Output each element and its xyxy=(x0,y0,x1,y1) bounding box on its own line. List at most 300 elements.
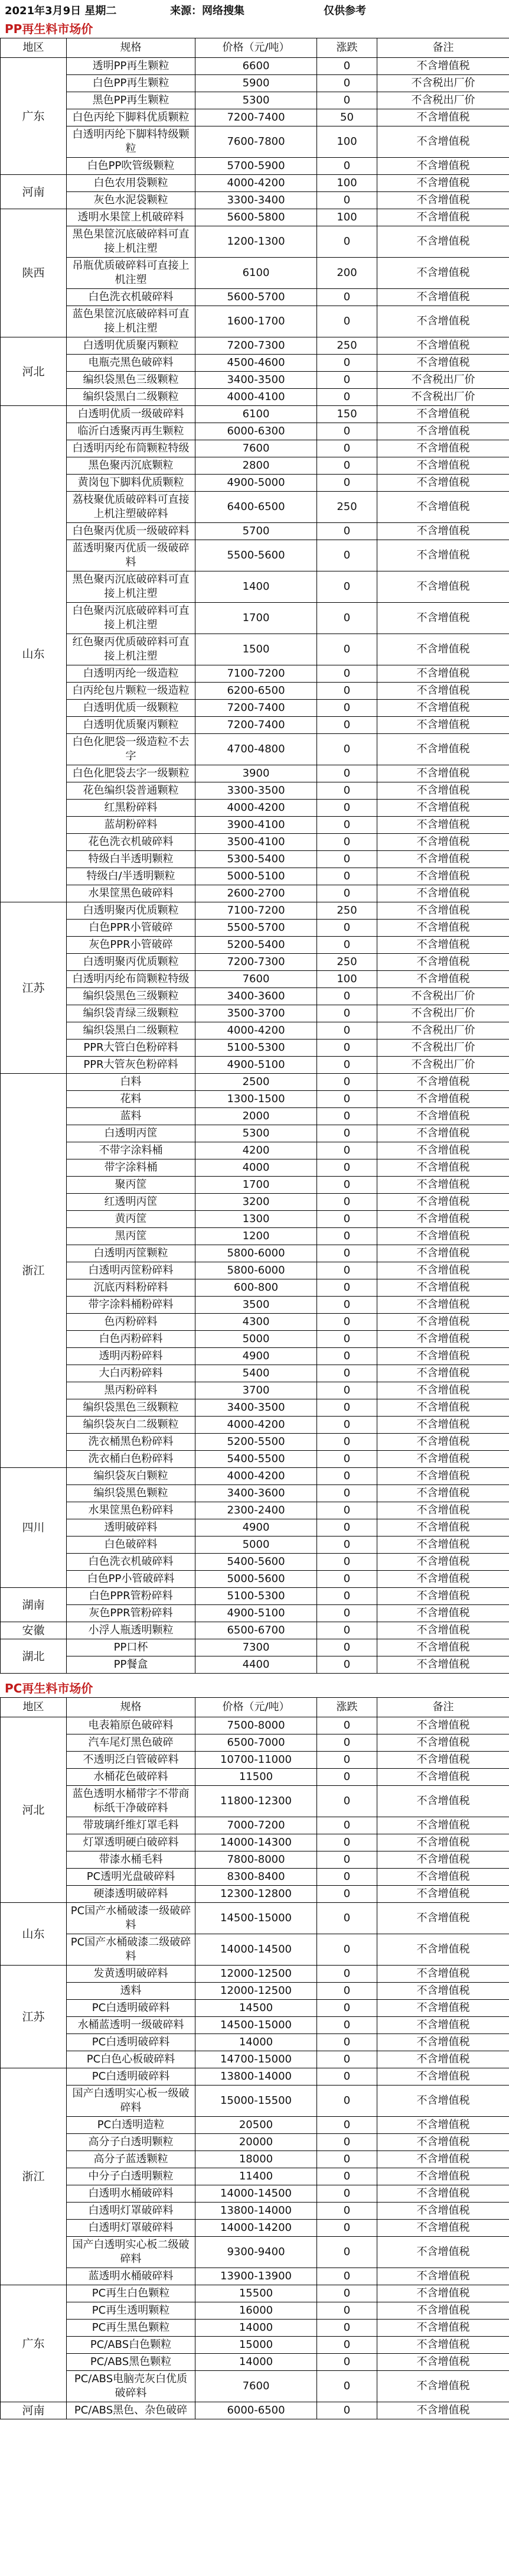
spec-cell: 透明丙粉碎料 xyxy=(67,1348,195,1365)
change-cell: 0 xyxy=(317,1005,377,1022)
note-cell: 不含增值税 xyxy=(377,1365,509,1382)
note-cell: 不含增值税 xyxy=(377,1519,509,1536)
price-cell: 5200-5400 xyxy=(195,937,317,954)
change-cell: 0 xyxy=(317,2203,377,2220)
table-row xyxy=(1,306,509,337)
note-cell: 不含增值税 xyxy=(377,1314,509,1331)
change-cell: 0 xyxy=(317,1869,377,1886)
table-row xyxy=(1,1057,509,1074)
change-cell: 0 xyxy=(317,782,377,800)
change-cell: 0 xyxy=(317,1769,377,1786)
note-cell: 不含增值税 xyxy=(377,2220,509,2237)
note-cell: 不含增值税 xyxy=(377,1983,509,2000)
note-cell: 不含增值税 xyxy=(377,1177,509,1194)
table-row xyxy=(1,2285,509,2302)
note-cell: 不含增值税 xyxy=(377,1211,509,1228)
table-row xyxy=(1,1588,509,1605)
table-row xyxy=(1,289,509,306)
table-row xyxy=(1,665,509,683)
price-cell: 6100 xyxy=(195,406,317,423)
table-row xyxy=(1,523,509,540)
price-cell: 2600-2700 xyxy=(195,885,317,902)
spec-cell: 汽车尾灯黑色破碎 xyxy=(67,1734,195,1752)
table-row xyxy=(1,1245,509,1262)
change-cell: 250 xyxy=(317,954,377,971)
note-cell: 不含税出厂价 xyxy=(377,92,509,109)
spec-cell: PC再生黑色颗粒 xyxy=(67,2320,195,2337)
note-cell: 不含增值税 xyxy=(377,2185,509,2203)
spec-cell: PC白透明破碎料 xyxy=(67,2000,195,2017)
note-cell: 不含增值税 xyxy=(377,1194,509,1211)
price-cell: 1200 xyxy=(195,1228,317,1245)
price-cell: 5500-5700 xyxy=(195,920,317,937)
price-cell: 2300-2400 xyxy=(195,1502,317,1519)
spec-cell: 白色PP再生颗粒 xyxy=(67,75,195,92)
price-cell: 1300 xyxy=(195,1211,317,1228)
price-cell: 3700 xyxy=(195,1382,317,1399)
spec-cell: 编织袋灰白颗粒 xyxy=(67,1468,195,1485)
note-cell: 不含增值税 xyxy=(377,258,509,289)
table-row xyxy=(1,2068,509,2086)
note-cell: 不含增值税 xyxy=(377,440,509,457)
spec-cell: 水桶花色破碎料 xyxy=(67,1769,195,1786)
spec-cell: 电表箱原色破碎料 xyxy=(67,1717,195,1734)
price-cell: 3500-3700 xyxy=(195,1005,317,1022)
spec-cell: 水果筐黑色破碎料 xyxy=(67,885,195,902)
price-cell: 7200-7300 xyxy=(195,337,317,355)
price-cell: 14000 xyxy=(195,2320,317,2337)
region-cell: 河南 xyxy=(1,175,67,209)
spec-cell: 灰色水泥袋颗粒 xyxy=(67,192,195,209)
change-cell: 0 xyxy=(317,2237,377,2268)
change-cell: 0 xyxy=(317,289,377,306)
spec-cell: 白透明聚丙优质颗粒 xyxy=(67,954,195,971)
note-cell: 不含增值税 xyxy=(377,920,509,937)
column-header: 备注 xyxy=(377,38,509,58)
price-cell: 3400-3500 xyxy=(195,1399,317,1417)
price-cell: 7500-8000 xyxy=(195,1717,317,1734)
note-cell: 不含税出厂价 xyxy=(377,1040,509,1057)
column-header: 涨跌 xyxy=(317,38,377,58)
change-cell: 0 xyxy=(317,1656,377,1674)
spec-cell: 特级白半透明颗粒 xyxy=(67,851,195,868)
change-cell: 0 xyxy=(317,834,377,851)
table-row xyxy=(1,817,509,834)
table-row xyxy=(1,192,509,209)
spec-cell: 白色PPR小管破碎 xyxy=(67,920,195,937)
change-cell: 250 xyxy=(317,492,377,523)
spec-cell: 白透明水桶破碎料 xyxy=(67,2185,195,2203)
note-cell: 不含增值税 xyxy=(377,2117,509,2134)
spec-cell: 白色洗衣机破碎料 xyxy=(67,289,195,306)
note-cell: 不含增值税 xyxy=(377,1752,509,1769)
price-cell: 4300 xyxy=(195,1314,317,1331)
change-cell: 0 xyxy=(317,2302,377,2320)
price-cell: 5300-5400 xyxy=(195,851,317,868)
spec-cell: 色丙粉碎料 xyxy=(67,1314,195,1331)
price-cell: 4700-4800 xyxy=(195,734,317,765)
change-cell: 0 xyxy=(317,2134,377,2151)
price-cell: 5200-5500 xyxy=(195,1434,317,1451)
price-table xyxy=(0,1697,509,2419)
change-cell: 0 xyxy=(317,58,377,75)
spec-cell: PC白色心板破碎料 xyxy=(67,2051,195,2068)
change-cell: 0 xyxy=(317,1125,377,1142)
change-cell: 0 xyxy=(317,1022,377,1040)
note-cell: 不含增值税 xyxy=(377,2320,509,2337)
change-cell: 0 xyxy=(317,2402,377,2419)
spec-cell: 带字涂料桶 xyxy=(67,1159,195,1177)
table-row xyxy=(1,2000,509,2017)
price-cell: 20500 xyxy=(195,2117,317,2134)
change-cell: 0 xyxy=(317,920,377,937)
spec-cell: 透料 xyxy=(67,1983,195,2000)
region-cell: 陕西 xyxy=(1,209,67,337)
change-cell: 0 xyxy=(317,306,377,337)
price-cell: 5000-5100 xyxy=(195,868,317,885)
change-cell: 0 xyxy=(317,1382,377,1399)
note-cell: 不含增值税 xyxy=(377,1554,509,1571)
table-row xyxy=(1,851,509,868)
price-cell: 5400-5500 xyxy=(195,1451,317,1468)
spec-cell: 红黑粉碎料 xyxy=(67,800,195,817)
note-cell: 不含税出厂价 xyxy=(377,1057,509,1074)
change-cell: 0 xyxy=(317,2337,377,2354)
price-cell: 3500 xyxy=(195,1297,317,1314)
note-cell: 不含增值税 xyxy=(377,2237,509,2268)
spec-cell: 白料 xyxy=(67,1074,195,1091)
spec-cell: 硬漆透明破碎料 xyxy=(67,1886,195,1903)
spec-cell: 透明水果筐上机破碎料 xyxy=(67,209,195,226)
spec-cell: 黑丙粉碎料 xyxy=(67,1382,195,1399)
spec-cell: 白色洗衣机破碎料 xyxy=(67,1554,195,1571)
change-cell: 50 xyxy=(317,109,377,126)
spec-cell: 白色PP小管破碎料 xyxy=(67,1571,195,1588)
note-cell: 不含增值税 xyxy=(377,1142,509,1159)
table-row xyxy=(1,1622,509,1639)
note-cell: 不含增值税 xyxy=(377,2203,509,2220)
price-cell: 3900-4100 xyxy=(195,817,317,834)
table-row xyxy=(1,1125,509,1142)
change-cell: 0 xyxy=(317,1177,377,1194)
price-cell: 11800-12300 xyxy=(195,1786,317,1817)
table-row xyxy=(1,2220,509,2237)
note-cell: 不含增值税 xyxy=(377,1262,509,1279)
change-cell: 0 xyxy=(317,1622,377,1639)
note-cell: 不含增值税 xyxy=(377,1786,509,1817)
change-cell: 0 xyxy=(317,1040,377,1057)
note-cell: 不含税出厂价 xyxy=(377,389,509,406)
spec-cell: 水果筐黑色粉碎料 xyxy=(67,1502,195,1519)
spec-cell: 聚丙筐 xyxy=(67,1177,195,1194)
change-cell: 0 xyxy=(317,1074,377,1091)
spec-cell: PC国产水桶破漆一级破碎料 xyxy=(67,1903,195,1934)
price-cell: 5100-5300 xyxy=(195,1040,317,1057)
note-cell: 不含增值税 xyxy=(377,406,509,423)
change-cell: 0 xyxy=(317,2151,377,2168)
note-cell: 不含增值税 xyxy=(377,1834,509,1851)
change-cell: 0 xyxy=(317,571,377,603)
change-cell: 0 xyxy=(317,683,377,700)
note-cell: 不含增值税 xyxy=(377,2068,509,2086)
spec-cell: 白色破碎料 xyxy=(67,1536,195,1554)
price-cell: 6000-6500 xyxy=(195,2402,317,2419)
note-cell: 不含增值税 xyxy=(377,1108,509,1125)
column-header: 备注 xyxy=(377,1698,509,1717)
price-cell: 4000 xyxy=(195,1159,317,1177)
spec-cell: PC白透明破碎料 xyxy=(67,2034,195,2051)
note-cell: 不含增值税 xyxy=(377,175,509,192)
spec-cell: 黑色聚丙沉底颗粒 xyxy=(67,457,195,475)
note-cell: 不含增值税 xyxy=(377,1536,509,1554)
spec-cell: PC透明光盘破碎料 xyxy=(67,1869,195,1886)
change-cell: 0 xyxy=(317,1571,377,1588)
table-row xyxy=(1,2268,509,2285)
spec-cell: 白透明灯罩破碎料 xyxy=(67,2203,195,2220)
table-row xyxy=(1,1717,509,1734)
price-cell: 14000 xyxy=(195,2034,317,2051)
change-cell: 0 xyxy=(317,734,377,765)
table-row xyxy=(1,258,509,289)
table-row xyxy=(1,2151,509,2168)
note-cell: 不含增值税 xyxy=(377,2000,509,2017)
note-cell: 不含增值税 xyxy=(377,734,509,765)
price-cell: 2000 xyxy=(195,1108,317,1125)
price-cell: 8300-8400 xyxy=(195,1869,317,1886)
price-cell: 5400-5600 xyxy=(195,1554,317,1571)
change-cell: 0 xyxy=(317,2017,377,2034)
price-cell: 4900-5100 xyxy=(195,1057,317,1074)
change-cell: 0 xyxy=(317,1108,377,1125)
price-cell: 14000-14300 xyxy=(195,1834,317,1851)
report-header xyxy=(0,0,509,20)
table-row xyxy=(1,2237,509,2268)
change-cell: 0 xyxy=(317,158,377,175)
price-cell: 4000-4100 xyxy=(195,389,317,406)
change-cell: 0 xyxy=(317,1639,377,1656)
price-cell: 7600 xyxy=(195,2371,317,2402)
price-cell: 14500 xyxy=(195,2000,317,2017)
price-cell: 7000-7200 xyxy=(195,1817,317,1834)
table-row xyxy=(1,1159,509,1177)
spec-cell: 红色聚丙优质破碎料可直接上机注塑 xyxy=(67,634,195,665)
table-row xyxy=(1,1554,509,1571)
change-cell: 0 xyxy=(317,192,377,209)
price-cell: 7600-7800 xyxy=(195,126,317,158)
change-cell: 0 xyxy=(317,1159,377,1177)
spec-cell: PPR大管白色粉碎料 xyxy=(67,1040,195,1057)
table-row xyxy=(1,717,509,734)
spec-cell: 黑色PP再生颗粒 xyxy=(67,92,195,109)
price-cell: 2500 xyxy=(195,1074,317,1091)
price-cell: 1400 xyxy=(195,571,317,603)
spec-cell: PC白透明破碎料 xyxy=(67,2068,195,2086)
change-cell: 0 xyxy=(317,1605,377,1622)
column-header: 价格（元/吨） xyxy=(195,1698,317,1717)
table-row xyxy=(1,1297,509,1314)
change-cell: 0 xyxy=(317,603,377,634)
price-cell: 14500-15000 xyxy=(195,2017,317,2034)
change-cell: 0 xyxy=(317,1485,377,1502)
spec-cell: 编织袋黑色三级颗粒 xyxy=(67,1399,195,1417)
note-cell: 不含增值税 xyxy=(377,665,509,683)
table-row xyxy=(1,1851,509,1869)
spec-cell: PC白透明造粒 xyxy=(67,2117,195,2134)
price-cell: 6100 xyxy=(195,258,317,289)
change-cell: 0 xyxy=(317,1434,377,1451)
spec-cell: 荔枝聚优质破碎料可直接上机注塑破碎料 xyxy=(67,492,195,523)
note-cell: 不含增值税 xyxy=(377,2034,509,2051)
spec-cell: 蓝透明聚丙优质一级破碎料 xyxy=(67,540,195,571)
region-cell: 四川 xyxy=(1,1468,67,1588)
spec-cell: 特级白/半透明颗粒 xyxy=(67,868,195,885)
price-cell: 4400 xyxy=(195,1656,317,1674)
spec-cell: 白色丙纶下脚料优质颗粒 xyxy=(67,109,195,126)
change-cell: 0 xyxy=(317,1554,377,1571)
price-cell: 6500-7000 xyxy=(195,1734,317,1752)
change-cell: 0 xyxy=(317,523,377,540)
note-cell: 不含增值税 xyxy=(377,457,509,475)
spec-cell: PC/ABS黑色颗粒 xyxy=(67,2354,195,2371)
table-row xyxy=(1,885,509,902)
spec-cell: 白透明优质一级破碎料 xyxy=(67,406,195,423)
column-header: 地区 xyxy=(1,38,67,58)
table-row xyxy=(1,634,509,665)
note-cell: 不含增值税 xyxy=(377,540,509,571)
table-row xyxy=(1,126,509,158)
report-source: 来源：网络搜集 xyxy=(170,5,244,17)
spec-cell: PPR大管灰色粉碎料 xyxy=(67,1057,195,1074)
change-cell: 0 xyxy=(317,2268,377,2285)
note-cell: 不含增值税 xyxy=(377,475,509,492)
note-cell: 不含增值税 xyxy=(377,1468,509,1485)
region-cell: 河北 xyxy=(1,1717,67,1903)
price-cell: 5900 xyxy=(195,75,317,92)
change-cell: 0 xyxy=(317,2117,377,2134)
spec-cell: 黄丙筐 xyxy=(67,1211,195,1228)
table-row xyxy=(1,834,509,851)
price-cell: 4000-4200 xyxy=(195,1417,317,1434)
table-row xyxy=(1,1834,509,1851)
table-row xyxy=(1,92,509,109)
table-row xyxy=(1,1485,509,1502)
price-cell: 15000-15500 xyxy=(195,2086,317,2117)
spec-cell: 带字涂料桶粉碎料 xyxy=(67,1297,195,1314)
change-cell: 0 xyxy=(317,2354,377,2371)
price-cell: 7200-7400 xyxy=(195,700,317,717)
note-cell: 不含增值税 xyxy=(377,1734,509,1752)
table-row xyxy=(1,440,509,457)
table-row xyxy=(1,2168,509,2185)
note-cell: 不含增值税 xyxy=(377,1279,509,1297)
note-cell: 不含增值税 xyxy=(377,337,509,355)
table-row xyxy=(1,902,509,920)
price-cell: 5600-5700 xyxy=(195,289,317,306)
note-cell: 不含增值税 xyxy=(377,1502,509,1519)
note-cell: 不含增值税 xyxy=(377,700,509,717)
spec-cell: 白透明丙筐 xyxy=(67,1125,195,1142)
spec-cell: 高分子蓝透颗粒 xyxy=(67,2151,195,2168)
spec-cell: 大白丙粉碎料 xyxy=(67,1365,195,1382)
change-cell: 0 xyxy=(317,1262,377,1279)
note-cell: 不含增值税 xyxy=(377,765,509,782)
price-cell: 5100-5300 xyxy=(195,1588,317,1605)
spec-cell: 黑丙筐 xyxy=(67,1228,195,1245)
spec-cell: 白透明优质聚丙颗粒 xyxy=(67,717,195,734)
table-row xyxy=(1,175,509,192)
change-cell: 0 xyxy=(317,92,377,109)
section-title: PP再生料市场价 xyxy=(5,22,93,36)
table-row xyxy=(1,457,509,475)
note-cell: 不含增值税 xyxy=(377,1605,509,1622)
change-cell: 0 xyxy=(317,2086,377,2117)
table-row xyxy=(1,1331,509,1348)
note-cell: 不含增值税 xyxy=(377,1434,509,1451)
spec-cell: 灯罩透明硬白破碎料 xyxy=(67,1834,195,1851)
price-cell: 5800-6000 xyxy=(195,1245,317,1262)
price-cell: 11500 xyxy=(195,1769,317,1786)
table-row xyxy=(1,2203,509,2220)
table-row xyxy=(1,2134,509,2151)
change-cell: 0 xyxy=(317,75,377,92)
spec-cell: 带玻璃纤维灯罩毛料 xyxy=(67,1817,195,1834)
note-cell: 不含增值税 xyxy=(377,209,509,226)
spec-cell: 高分子白透明颗粒 xyxy=(67,2134,195,2151)
spec-cell: 白色农用袋颗粒 xyxy=(67,175,195,192)
price-cell: 15000 xyxy=(195,2337,317,2354)
price-cell: 7200-7300 xyxy=(195,954,317,971)
price-cell: 4900 xyxy=(195,1519,317,1536)
note-cell: 不含增值税 xyxy=(377,902,509,920)
change-cell: 0 xyxy=(317,2285,377,2302)
price-cell: 4000-4200 xyxy=(195,800,317,817)
spec-cell: PC/ABS白色颗粒 xyxy=(67,2337,195,2354)
change-cell: 0 xyxy=(317,717,377,734)
note-cell: 不含增值税 xyxy=(377,1159,509,1177)
price-cell: 13800-14000 xyxy=(195,2203,317,2220)
note-cell: 不含增值税 xyxy=(377,1382,509,1399)
note-cell: 不含增值税 xyxy=(377,192,509,209)
table-row xyxy=(1,1451,509,1468)
price-cell: 14500-15000 xyxy=(195,1903,317,1934)
table-row xyxy=(1,1983,509,2000)
price-cell: 4500-4600 xyxy=(195,355,317,372)
change-cell: 0 xyxy=(317,1717,377,1734)
change-cell: 0 xyxy=(317,1194,377,1211)
price-cell: 7100-7200 xyxy=(195,665,317,683)
change-cell: 0 xyxy=(317,372,377,389)
table-row xyxy=(1,1769,509,1786)
table-row xyxy=(1,337,509,355)
price-cell: 5600-5800 xyxy=(195,209,317,226)
spec-cell: 白色化肥袋去字一级颗粒 xyxy=(67,765,195,782)
table-row xyxy=(1,423,509,440)
price-cell: 3900 xyxy=(195,765,317,782)
spec-cell: 透明PP再生颗粒 xyxy=(67,58,195,75)
change-cell: 0 xyxy=(317,1817,377,1834)
note-cell: 不含增值税 xyxy=(377,1417,509,1434)
table-row xyxy=(1,389,509,406)
spec-cell: 花料 xyxy=(67,1091,195,1108)
note-cell: 不含增值税 xyxy=(377,571,509,603)
section-gap xyxy=(0,1674,509,1680)
change-cell: 0 xyxy=(317,1417,377,1434)
spec-cell: 洗衣桶黑色粉碎料 xyxy=(67,1434,195,1451)
table-row xyxy=(1,158,509,175)
spec-cell: 蓝胡粉碎料 xyxy=(67,817,195,834)
price-cell: 7600 xyxy=(195,971,317,988)
price-cell: 3300-3500 xyxy=(195,782,317,800)
